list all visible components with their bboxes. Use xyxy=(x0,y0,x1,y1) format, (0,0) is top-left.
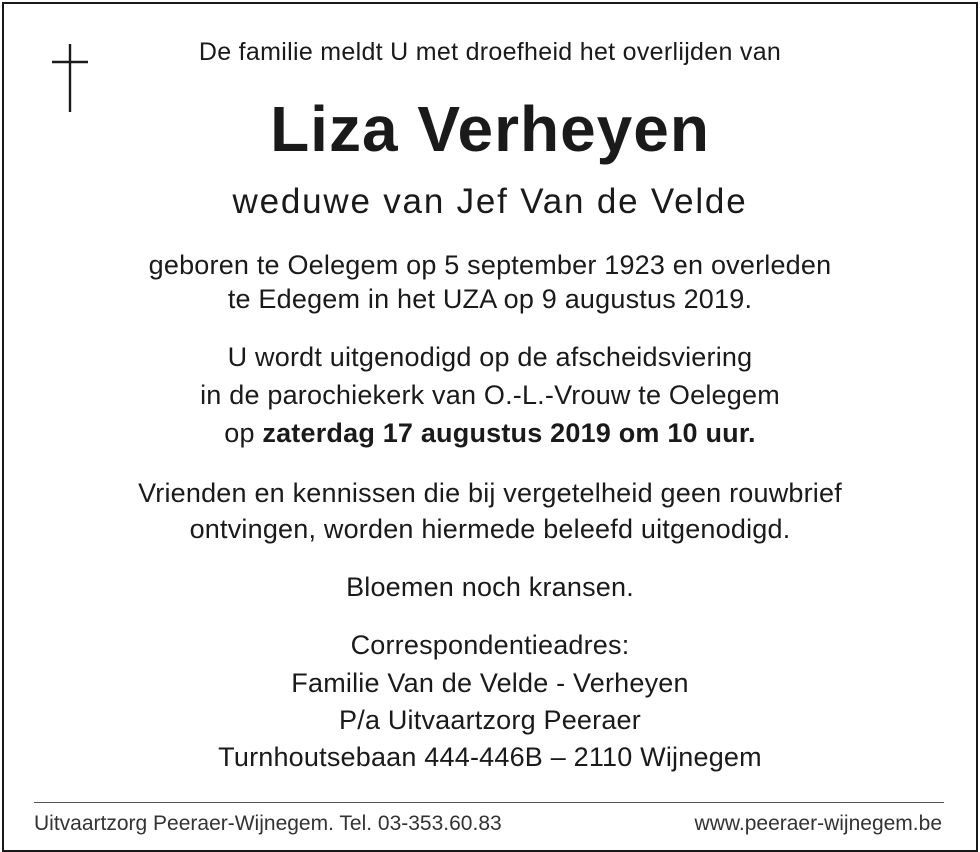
footer-divider xyxy=(34,802,944,803)
birth-line-2: te Edegem in het UZA op 9 augustus 2019. xyxy=(227,284,753,314)
birth-line-1: geboren te Oelegem op 5 september 1923 en overleden xyxy=(148,250,832,280)
ceremony-date: zaterdag 17 augustus 2019 om 10 uur. xyxy=(262,418,756,448)
address-line-2: P/a Uitvaartzorg Peeraer xyxy=(339,705,641,735)
invite-line-3 xyxy=(0,418,980,449)
footer-website: www.peeraer-wijnegem.be xyxy=(694,812,942,835)
address-line-3: Turnhoutsebaan 444-446B – 2110 Wijnegem xyxy=(218,742,762,772)
address-line-1: Familie Van de Velde - Verheyen xyxy=(291,668,689,698)
invite-line-1: U wordt uitgenodigd op de afscheidsviering xyxy=(227,342,753,372)
flowers-text: Bloemen noch kransen. xyxy=(346,572,634,602)
widow-of-text: weduwe van Jef Van de Velde xyxy=(232,182,748,221)
friends-line-1: Vrienden en kennissen die bij vergetelheid geen rouwbrief xyxy=(138,478,842,508)
address-label: Correspondentieadres: xyxy=(350,630,630,660)
intro-text: De familie meldt U met droefheid het overlijden van xyxy=(198,38,782,66)
friends-line-2: ontvingen, worden hiermede beleefd uitgenodigd. xyxy=(189,514,791,544)
deceased-name: Liza Verheyen xyxy=(270,93,710,165)
invite-line-3-prefix: op xyxy=(224,418,263,448)
invite-line-2: in de parochiekerk van O.-L.-Vrouw te Oelegem xyxy=(200,380,780,410)
footer-contact: Uitvaartzorg Peeraer-Wijnegem. Tel. 03-353.60.83 xyxy=(34,812,502,835)
